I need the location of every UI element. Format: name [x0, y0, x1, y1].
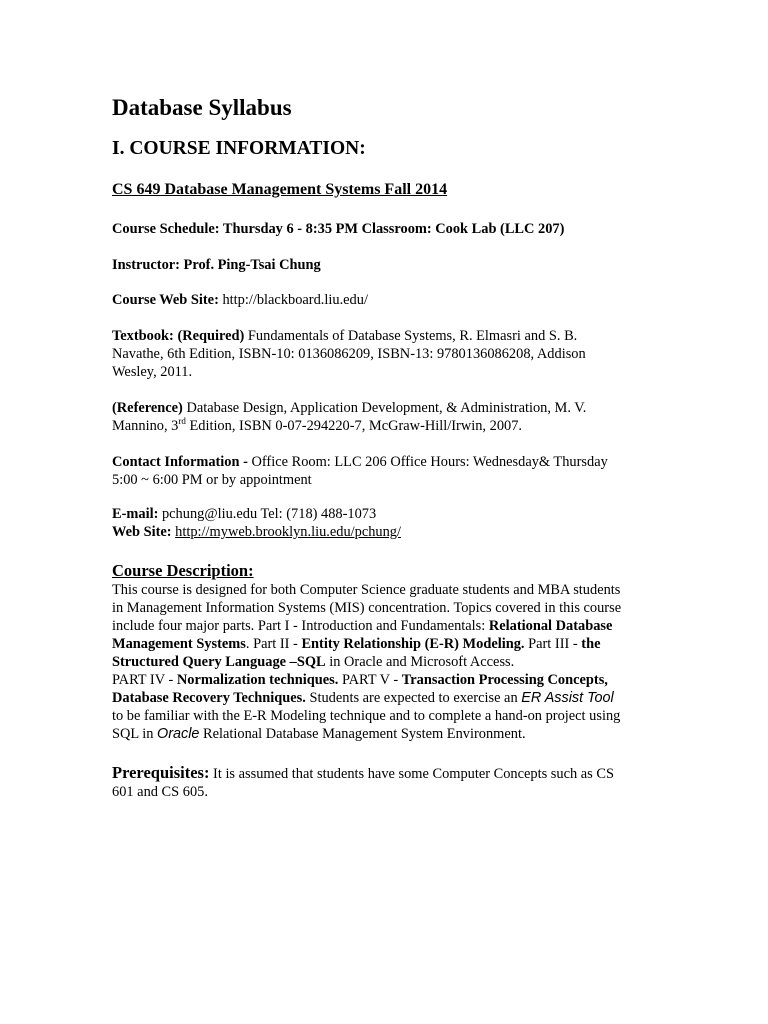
- reference-line2b: Edition, ISBN 0-07-294220-7, McGraw-Hill/Irwin, 2007.: [185, 418, 523, 434]
- reference: [112, 399, 657, 435]
- desc-line6b: Normalization techniques.: [176, 672, 339, 688]
- desc-line4a: Management Systems: [112, 636, 246, 652]
- contact-information: [112, 453, 657, 489]
- document-title: Database Syllabus: [112, 95, 292, 120]
- desc-line3b: Relational Database: [488, 618, 613, 634]
- prerequisites-line2: 601 and CS 605.: [112, 784, 208, 800]
- web-site-link[interactable]: http://myweb.brooklyn.liu.edu/pchung/: [175, 524, 402, 540]
- email-label: E-mail:: [112, 506, 159, 522]
- desc-line9b: Oracle: [157, 726, 200, 742]
- contact-label: Contact Information -: [112, 454, 248, 470]
- instructor: Instructor: Prof. Ping-Tsai Chung: [112, 257, 321, 273]
- desc-line5b: in Oracle and Microsoft Access.: [325, 654, 515, 670]
- desc-line6a: PART IV -: [112, 672, 177, 688]
- course-description-body: [112, 581, 657, 743]
- desc-line9a: SQL in: [112, 726, 158, 742]
- textbook-line1: Fundamentals of Database Systems, R. Elmasri and S. B.: [244, 328, 578, 344]
- desc-line6c: PART V -: [338, 672, 402, 688]
- desc-line1: This course is designed for both Computer Science graduate students and MBA students: [112, 582, 621, 598]
- desc-line7c: ER Assist Tool: [521, 690, 614, 706]
- email-value: pchung@liu.edu Tel: (718) 488-1073: [158, 506, 377, 522]
- desc-line7a: Database Recovery Techniques.: [112, 690, 306, 706]
- desc-line5a: Structured Query Language –SQL: [112, 654, 326, 670]
- reference-line2a: Mannino, 3: [112, 418, 179, 434]
- desc-line4d: Part III -: [524, 636, 582, 652]
- course-website: [112, 291, 657, 309]
- section-heading: I. COURSE INFORMATION:: [112, 138, 366, 159]
- textbook-line2: Navathe, 6th Edition, ISBN-10: 0136086209, ISBN-13: 9780136086208, Addison: [112, 346, 586, 362]
- reference-label: (Reference): [112, 400, 183, 416]
- course-schedule: Course Schedule: Thursday 6 - 8:35 PM Classroom: Cook Lab (LLC 207): [112, 221, 565, 237]
- desc-line3a: include four major parts. Part I - Introduction and Fundamentals:: [112, 618, 489, 634]
- desc-line4c: Entity Relationship (E-R) Modeling.: [301, 636, 525, 652]
- desc-line4e: the: [581, 636, 601, 652]
- reference-line1: Database Design, Application Development, & Administration, M. V.: [182, 400, 587, 416]
- course-website-value: http://blackboard.liu.edu/: [218, 292, 368, 308]
- desc-line6d: Transaction Processing Concepts,: [401, 672, 608, 688]
- course-title: CS 649 Database Management Systems Fall 2014: [112, 181, 448, 198]
- textbook-label: Textbook: (Required): [112, 328, 245, 344]
- desc-line9c: Relational Database Management System Environment.: [199, 726, 526, 742]
- desc-line7b: Students are expected to exercise an: [305, 690, 522, 706]
- web-site-label: Web Site:: [112, 524, 172, 540]
- desc-line2: in Management Information Systems (MIS) concentration. Topics covered in this course: [112, 600, 622, 616]
- prerequisites-line1: It is assumed that students have some Computer Concepts such as CS: [209, 766, 614, 782]
- email-and-web: [112, 505, 657, 541]
- prerequisites-heading: Prerequisites:: [112, 763, 210, 782]
- contact-line1: Office Room: LLC 206 Office Hours: Wednesday& Thursday: [247, 454, 608, 470]
- course-website-label: Course Web Site:: [112, 292, 219, 308]
- textbook: [112, 327, 657, 381]
- textbook-line3: Wesley, 2011.: [112, 364, 193, 380]
- desc-line4b: . Part II -: [245, 636, 302, 652]
- prerequisites: [112, 764, 657, 801]
- reference-sup: rd: [178, 416, 186, 427]
- desc-line8: to be familiar with the E-R Modeling technique and to complete a hand-on project using: [112, 708, 621, 724]
- contact-line2: 5:00 ~ 6:00 PM or by appointment: [112, 472, 312, 488]
- course-description-heading: Course Description:: [112, 561, 254, 580]
